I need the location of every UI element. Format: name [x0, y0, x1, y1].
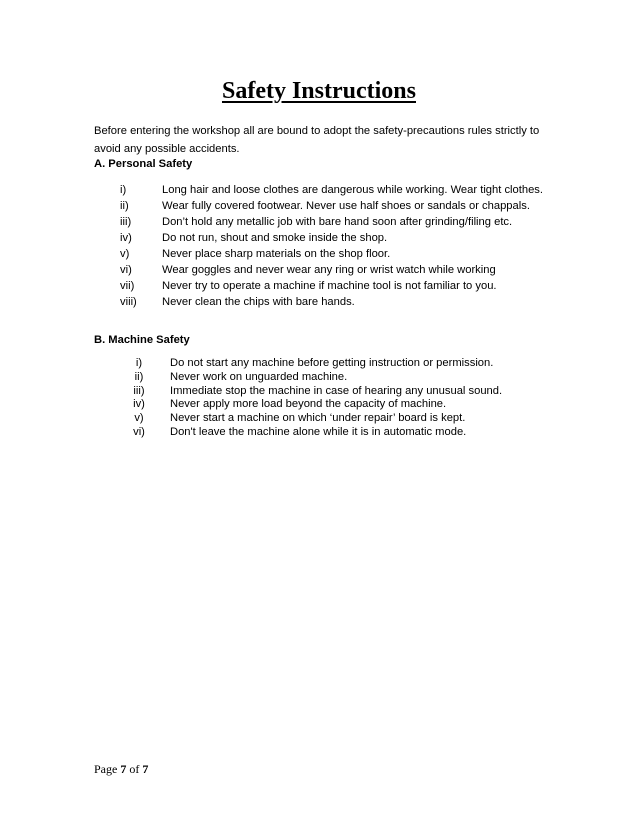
list-item	[120, 385, 544, 399]
list-item	[120, 278, 544, 294]
list-item-text: Never work on unguarded machine.	[170, 370, 348, 383]
page-footer	[94, 762, 148, 777]
list-item	[120, 230, 544, 246]
list-item-number: iv)	[133, 398, 145, 411]
list-item-text: Do not run, shout and smoke inside the shop.	[162, 232, 388, 244]
page-title: Safety Instructions	[221, 78, 416, 104]
list-item-number: iii)	[133, 384, 145, 397]
machine-safety-heading: B. Machine Safety	[94, 334, 190, 346]
list-item-number: vi)	[120, 264, 132, 276]
list-item-number: viii)	[120, 296, 137, 308]
list-item-text: Long hair and loose clothes are dangerous while working. Wear tight clothes.	[162, 184, 544, 196]
list-item	[120, 246, 544, 262]
list-item	[120, 198, 544, 214]
of-label: of	[129, 762, 140, 776]
list-item-number: i)	[120, 184, 127, 196]
personal-safety-heading: A. Personal Safety	[94, 158, 193, 170]
list-item-number: v)	[120, 248, 130, 260]
list-item	[120, 371, 544, 385]
list-item-text: Never try to operate a machine if machine tool is not familiar to you.	[162, 280, 497, 292]
list-item-number: iii)	[120, 216, 132, 228]
page-total: 7	[142, 762, 149, 776]
list-item	[120, 294, 544, 310]
page-label: Page	[94, 762, 118, 776]
list-item-text: Wear goggles and never wear any ring or wrist watch while working	[162, 264, 496, 276]
list-item	[120, 262, 544, 278]
list-item-number: v)	[134, 412, 144, 425]
list-item	[120, 357, 544, 371]
list-item	[120, 426, 544, 440]
list-item-text: Wear fully covered footwear. Never use half shoes or sandals or chappals.	[162, 200, 530, 212]
personal-safety-list	[120, 182, 544, 310]
list-item-text: Do not start any machine before getting instruction or permission.	[170, 357, 494, 369]
list-item-text: Don't leave the machine alone while it is in automatic mode.	[170, 425, 467, 438]
list-item-text: Never apply more load beyond the capacity of machine.	[170, 398, 447, 411]
list-item-number: ii)	[120, 200, 129, 212]
list-item-number: iv)	[120, 232, 132, 244]
list-item-text: Never place sharp materials on the shop floor.	[162, 248, 391, 260]
list-item	[120, 182, 544, 198]
list-item-number: vii)	[120, 280, 135, 292]
machine-safety-list	[120, 357, 544, 440]
list-item	[120, 214, 544, 230]
list-item	[120, 412, 544, 426]
list-item-text: Don’t hold any metallic job with bare hand soon after grinding/filing etc.	[162, 216, 513, 228]
intro-paragraph: Before entering the workshop all are bound to adopt the safety-precautions rules strictly to avoid any possible accidents.	[94, 125, 540, 155]
list-item	[120, 398, 544, 412]
list-item-number: ii)	[134, 370, 144, 383]
list-item-text: Never start a machine on which ‘under repair’ board is kept.	[170, 412, 466, 425]
page-current: 7	[120, 762, 127, 776]
list-item-text: Immediate stop the machine in case of hearing any unusual sound.	[170, 384, 503, 397]
list-item-number: i)	[135, 357, 143, 369]
list-item-text: Never clean the chips with bare hands.	[162, 296, 355, 308]
list-item-number: vi)	[133, 425, 145, 438]
